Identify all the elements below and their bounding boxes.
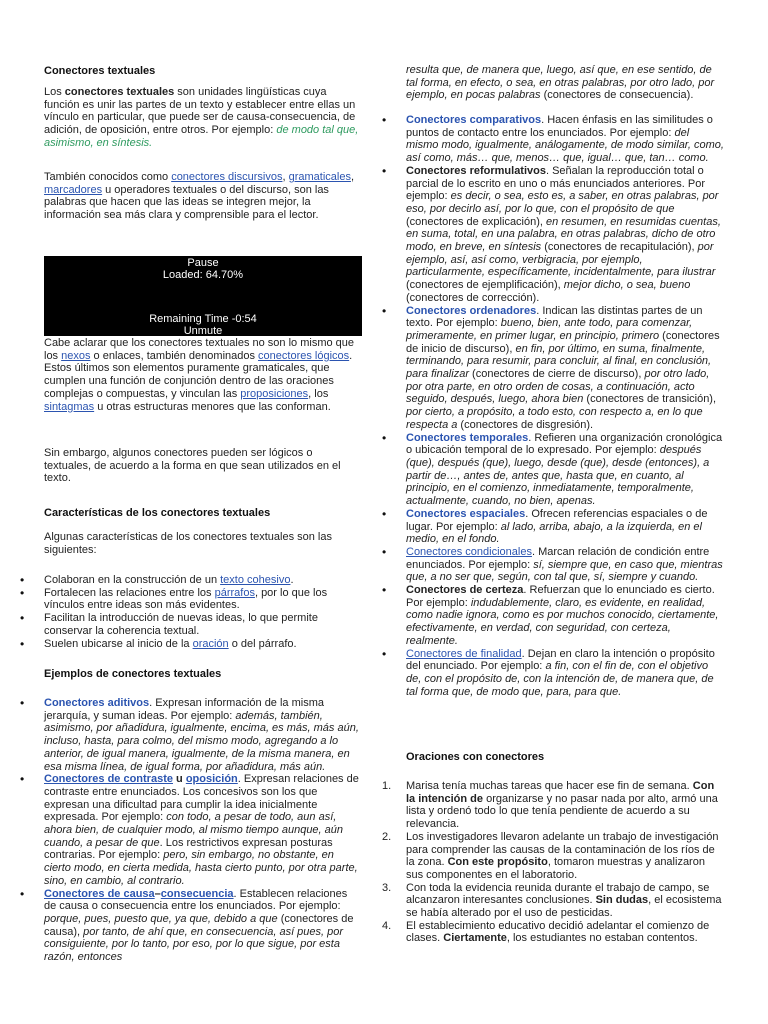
intro-bold-term: conectores textuales <box>64 86 175 98</box>
list-item-aditivos: • Conectores aditivos. Expresan información de la misma jerarquía, y suman ideas. Por ejemplo: además, también, asimismo, por añadidura, igualmente, encima, es más, más aún, incluso, hasta, para colmo, del mismo modo, agregando a lo anterior, de igual manera, igualmente, de la misma manera, en esa misma línea, de igual forma, por añadidura, más aún. <box>44 697 362 773</box>
link-conectores-logicos[interactable]: conectores lógicos <box>258 349 350 362</box>
link-conectores-discursivos[interactable]: conectores discursivos <box>171 171 283 183</box>
list-item-temporales: • Conectores temporales. Refieren una organización cronológica o ubicación temporal de lo expresado. Por ejemplo: después (que), después (que), luego, desde (que), desde (entonces), a partir de…, antes de, antes que, hasta que, en cuanto, al principio, en el comienzo, inmediatamente, temporalmente, actualmente, cuando, no bien, apenas. <box>406 432 724 508</box>
oraciones-list <box>382 780 724 945</box>
connector-types-list <box>406 114 724 698</box>
link-sintagmas[interactable]: sintagmas <box>44 400 95 413</box>
characteristics-intro: Algunas características de los conectores textuales son las siguientes: <box>44 531 332 556</box>
list-item-comparativos: • Conectores comparativos. Hacen énfasis en las similitudes o puntos de contacto entre los enunciados. Por ejemplo: del mismo modo, igualmente, análogamente, de modo similar, como, así como, más… que, menos… que, igual… que, tan… como. <box>406 114 724 165</box>
list-item: 1. Marisa tenía muchas tareas que hacer ese fin de semana. Con la intención de organizarse y no pasar nada por alto, armó una lista y ordenó todo lo que tenía pendiente de acuerdo a su relevancia. <box>382 780 718 831</box>
also-known-paragraph: También conocidos como conectores discursivos, gramaticales, marcadores u operadores textuales o del discurso, son las palabras que hacen que las ideas se integren mejor, la información sea más clara y comprensible para el lector. <box>44 171 355 222</box>
list-item-causa: • Conectores de causa–consecuencia. Establecen relaciones de causa o consecuencia entre los enunciados. Por ejemplo: porque, pues, puesto que, ya que, debido a que (conectores de causa), por tanto, de ahí que, en consecuencia, así pues, por consiguiente, por lo tanto, por eso, por lo que sigue, por esta razón, entonces <box>44 888 362 964</box>
list-item: 3. Con toda la evidencia reunida durante el trabajo de campo, se alcanzaron interesantes conclusiones. Sin dudas, el ecosistema se había alterado por el uso de pesticidas. <box>382 881 722 920</box>
examples-heading: Ejemplos de conectores textuales <box>44 668 222 680</box>
video-player[interactable] <box>44 256 362 336</box>
link-consecuencia[interactable]: consecuencia <box>160 887 234 900</box>
link-marcadores[interactable]: marcadores <box>44 183 103 196</box>
link-oracion[interactable]: oración <box>192 637 229 650</box>
link-conectores-causa[interactable]: Conectores de causa <box>44 887 155 900</box>
list-item-finalidad: • Conectores de finalidad. Dejan en claro la intención o propósito del enunciado. Por ejemplo: a fin, con el fin de, con el objetivo de, con el propósito de, con la intención de, de manera que, de tal forma que, de modo que, para, para que. <box>406 648 724 699</box>
term-ordenadores: Conectores ordenadores <box>406 304 537 317</box>
intro-example: de modo tal que, asimismo, en síntesis. <box>44 124 359 149</box>
list-item: • Colaboran en la construcción de un texto cohesivo. <box>44 574 362 587</box>
link-gramaticales[interactable]: gramaticales <box>288 171 351 183</box>
clarify-paragraph: Cabe aclarar que los conectores textuales no son lo mismo que los nexos o enlaces, también denominados conectores lógicos. Estos últimos son elementos puramente gramaticales, que cumplen una función de conjunción dentro de las oraciones complejas o compuestas, y vinculan las proposiciones, los sintagmas u otras estructuras menores que las conforman. <box>44 337 355 413</box>
list-item-condicionales: • Conectores condicionales. Marcan relación de condición entre enunciados. Por ejemplo: sí, siempre que, en caso que, mientras que, a no ser que, según, con tal que, sí, siempre y cuando. <box>406 546 724 584</box>
characteristics-list <box>44 574 362 650</box>
list-item-reformulativos: • Conectores reformulativos. Señalan la reproducción total o parcial de lo escrito en uno o más enunciados anteriores. Por ejemplo: es decir, o sea, esto es, a saber, en otras palabras, por eso, por decirlo así, por lo que, con el propósito de que (conectores de explicación), en resumen, en resumidas cuentas, en suma, total, en una palabra, en otras palabras, dicho de otro modo, en breve, en síntesis (conectores de recapitulación), por ejemplo, así, así como, verbigracia, por ejemplo, particularmente, específicamente, incidentalmente, para ilustrar (conectores de ejemplificación), mejor dicho, o sea, bueno (conectores de corrección). <box>406 165 724 305</box>
link-proposiciones[interactable]: proposiciones <box>240 387 309 400</box>
term-reformulativos: Conectores reformulativos <box>406 164 546 177</box>
causa-continuation: resulta que, de manera que, luego, así que, en ese sentido, de tal forma, en efecto, o sea, en otras palabras, por otro lado, por ejemplo, en pocas palabras (conectores de consecuencia). <box>406 64 715 102</box>
sin-embargo-paragraph: Sin embargo, algunos conectores pueden ser lógicos o textuales, de acuerdo a la forma en que sean utilizados en el texto. <box>44 447 341 485</box>
link-conectores-condicionales[interactable]: Conectores condicionales <box>406 545 532 558</box>
term-espaciales: Conectores espaciales <box>406 507 526 520</box>
link-conectores-contraste[interactable]: Conectores de contraste <box>44 773 173 786</box>
list-item-espaciales: • Conectores espaciales. Ofrecen referencias espaciales o de lugar. Por ejemplo: al lado, arriba, abajo, a la izquierda, en el medio, en el fondo. <box>406 508 724 546</box>
list-item: • Facilitan la introducción de nuevas ideas, lo que permite conservar la coherencia textual. <box>44 612 362 637</box>
link-nexos[interactable]: nexos <box>61 349 91 362</box>
link-oposicion[interactable]: oposición <box>185 773 238 786</box>
pause-button[interactable]: Pause <box>187 257 219 269</box>
list-item-ordenadores: • Conectores ordenadores. Indican las distintas partes de un texto. Por ejemplo: bueno, bien, ante todo, para comenzar, primeramente, en primer lugar, en principio, primero (conectores de inicio de discurso), en fin, por último, en suma, finalmente, terminando, para resumir, para concluir, al final, en conclusión, para finalizar (conectores de cierre de discurso), por otro lado, por otra parte, en otro orden de cosas, a continuación, acto seguido, después, luego, ahora bien (conectores de transición), por cierto, a propósito, a todo esto, con respecto a, en lo que respecta a (conectores de disgresión). <box>406 305 724 432</box>
list-item: 4. El establecimiento educativo decidió adelantar el comienzo de clases. Ciertamente, los estudiantes no estaban contentos. <box>382 919 710 945</box>
oraciones-heading: Oraciones con conectores <box>406 751 545 763</box>
remaining-time: Remaining Time -0:54 <box>149 313 257 325</box>
term-comparativos: Conectores comparativos <box>406 114 542 126</box>
examples-list <box>44 697 362 964</box>
characteristics-heading: Características de los conectores textuales <box>44 507 271 519</box>
list-item-certeza: • Conectores de certeza. Refuerzan que lo enunciado es cierto. Por ejemplo: indudablemente, claro, es evidente, en realidad, como nadie ignora, como es por muchos conocido, ciertamente, efectivamente, en verdad, con seguridad, con certeza, realmente. <box>406 584 724 648</box>
list-item: 2. Los investigadores llevaron adelante un trabajo de investigación para comprender las causas de la contaminación de los ríos de la zona. Con este propósito, tomaron muestras y analizaron sus componentes en el laboratorio. <box>382 830 719 881</box>
link-conectores-finalidad[interactable]: Conectores de finalidad <box>406 647 522 660</box>
intro-paragraph: Los conectores textuales son unidades lingüísticas cuya función es unir las partes de un texto y establecer entre ellas un vínculo en particular, que puede ser de causa-consecuencia, de adición, de oposición, entre otros. Por ejemplo: de modo tal que, asimismo, en síntesis. <box>44 86 359 149</box>
term-temporales: Conectores temporales <box>406 431 529 444</box>
term-certeza: Conectores de certeza <box>406 584 524 597</box>
article-title: Conectores textuales <box>44 65 156 77</box>
loaded-status: Loaded: 64.70% <box>162 269 244 281</box>
link-texto-cohesivo[interactable]: texto cohesivo <box>220 574 291 586</box>
unmute-button[interactable]: Unmute <box>183 325 223 337</box>
list-item-contraste: • Conectores de contraste u oposición. Expresan relaciones de contraste entre enunciados. Los concesivos son los que expresan una dificultad para cumplir la idea inicialmente expresada. Por ejemplo: con todo, a pesar de todo, aun así, ahora bien, de cualquier modo, al mismo tiempo aunque, aún cuando, a pesar de que. Los restrictivos expresan posturas contrarias. Por ejemplo: pero, sin embargo, no obstante, en cierto modo, en cierta medida, hasta cierto punto, por otra parte, sino, en cambio, al contrario. <box>44 773 362 887</box>
term-aditivos: Conectores aditivos <box>44 697 150 709</box>
link-parrafos[interactable]: párrafos <box>214 586 255 599</box>
list-item: • Fortalecen las relaciones entre los párrafos, por lo que los vínculos entre ideas son más evidentes. <box>44 587 362 612</box>
list-item: • Suelen ubicarse al inicio de la oración o del párrafo. <box>44 638 362 651</box>
